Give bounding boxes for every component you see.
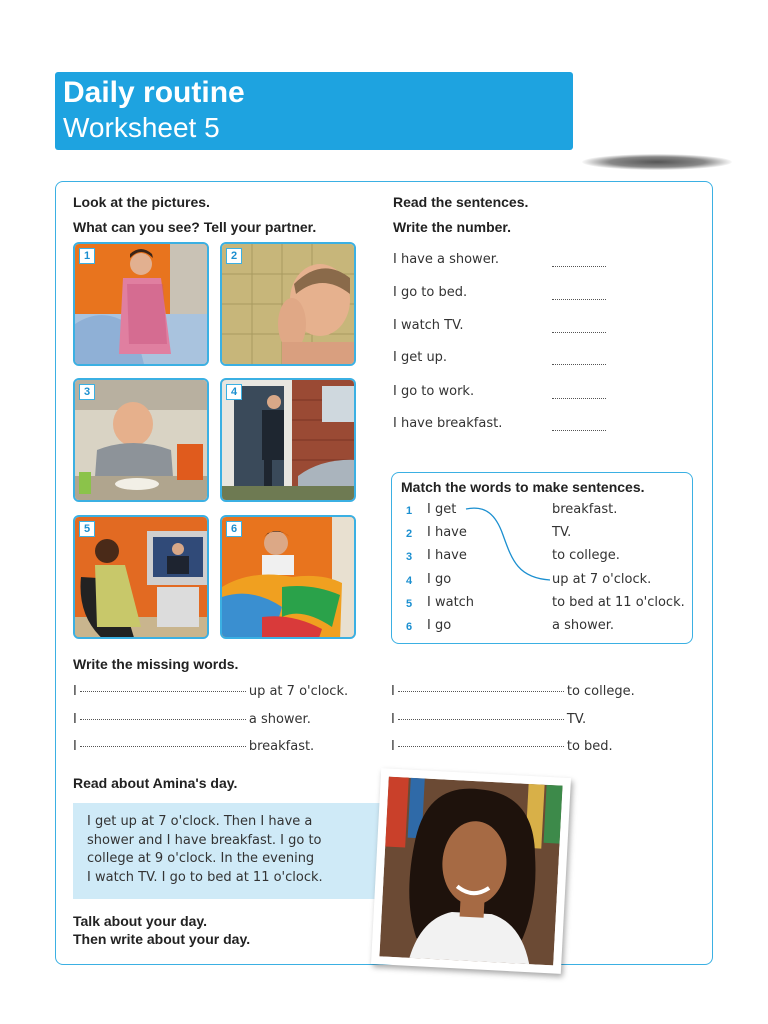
match-right-1: breakfast. bbox=[552, 502, 618, 517]
amina-paragraph: I get up at 7 o'clock. Then I have a shower and I have breakfast. I go to college at 9 o'clock. In the evening I watch TV. I go to bed at 11 o'clock. bbox=[87, 814, 323, 885]
sentence-6: I have breakfast. bbox=[393, 416, 503, 431]
sentence-4: I get up. bbox=[393, 350, 448, 365]
missing-left-1: I up at 7 o'clock. bbox=[73, 684, 349, 699]
picture-number: 5 bbox=[79, 521, 95, 537]
read-heading-1: Read the sentences. bbox=[393, 194, 529, 210]
sentence-2: I go to bed. bbox=[393, 285, 468, 300]
missing-left-2: I a shower. bbox=[73, 712, 311, 727]
match-left-6: I go bbox=[427, 618, 452, 633]
missing-right-1: I to college. bbox=[391, 684, 635, 699]
missing-right-3: I to bed. bbox=[391, 739, 613, 754]
missing-heading: Write the missing words. bbox=[73, 656, 239, 672]
picture-number: 6 bbox=[226, 521, 242, 537]
talk-heading-2: Then write about your day. bbox=[73, 931, 251, 947]
match-left-4: I go bbox=[427, 572, 452, 587]
match-left-1: I get bbox=[427, 502, 457, 517]
worksheet-subtitle: Worksheet 5 bbox=[63, 112, 220, 143]
pictures-heading-2: What can you see? Tell your partner. bbox=[73, 219, 317, 235]
picture-number: 2 bbox=[226, 248, 242, 264]
missing-blank[interactable] bbox=[398, 746, 564, 747]
amina-portrait bbox=[379, 777, 562, 966]
sentence-3: I watch TV. bbox=[393, 318, 464, 333]
worksheet-title: Daily routine bbox=[63, 76, 245, 109]
missing-blank[interactable] bbox=[398, 691, 564, 692]
missing-blank[interactable] bbox=[80, 691, 246, 692]
missing-blank[interactable] bbox=[80, 746, 246, 747]
match-number: 6 bbox=[406, 621, 413, 633]
match-number: 2 bbox=[406, 528, 413, 540]
amina-heading: Read about Amina's day. bbox=[73, 775, 238, 791]
amina-text-box bbox=[73, 803, 391, 899]
match-number: 3 bbox=[406, 551, 413, 563]
match-right-2: TV. bbox=[552, 525, 572, 540]
match-left-2: I have bbox=[427, 525, 467, 540]
match-right-5: to bed at 11 o'clock. bbox=[552, 595, 685, 610]
sentence-1: I have a shower. bbox=[393, 252, 499, 267]
missing-right-2: I TV. bbox=[391, 712, 587, 727]
read-heading-2: Write the number. bbox=[393, 219, 511, 235]
sentence-5: I go to work. bbox=[393, 384, 475, 399]
missing-blank[interactable] bbox=[398, 719, 564, 720]
match-left-5: I watch bbox=[427, 595, 475, 610]
match-number: 1 bbox=[406, 505, 413, 517]
talk-heading-1: Talk about your day. bbox=[73, 913, 208, 929]
match-number: 5 bbox=[406, 598, 413, 610]
match-heading: Match the words to make sentences. bbox=[401, 479, 645, 495]
match-right-3: to college. bbox=[552, 548, 620, 563]
picture-number: 4 bbox=[226, 384, 242, 400]
picture-number: 3 bbox=[79, 384, 95, 400]
match-left-3: I have bbox=[427, 548, 467, 563]
missing-blank[interactable] bbox=[80, 719, 246, 720]
match-number: 4 bbox=[406, 575, 413, 587]
picture-number: 1 bbox=[79, 248, 95, 264]
match-right-4: up at 7 o'clock. bbox=[552, 572, 652, 587]
match-right-6: a shower. bbox=[552, 618, 614, 633]
amina-photo bbox=[371, 768, 571, 974]
missing-left-3: I breakfast. bbox=[73, 739, 315, 754]
pictures-heading-1: Look at the pictures. bbox=[73, 194, 210, 210]
